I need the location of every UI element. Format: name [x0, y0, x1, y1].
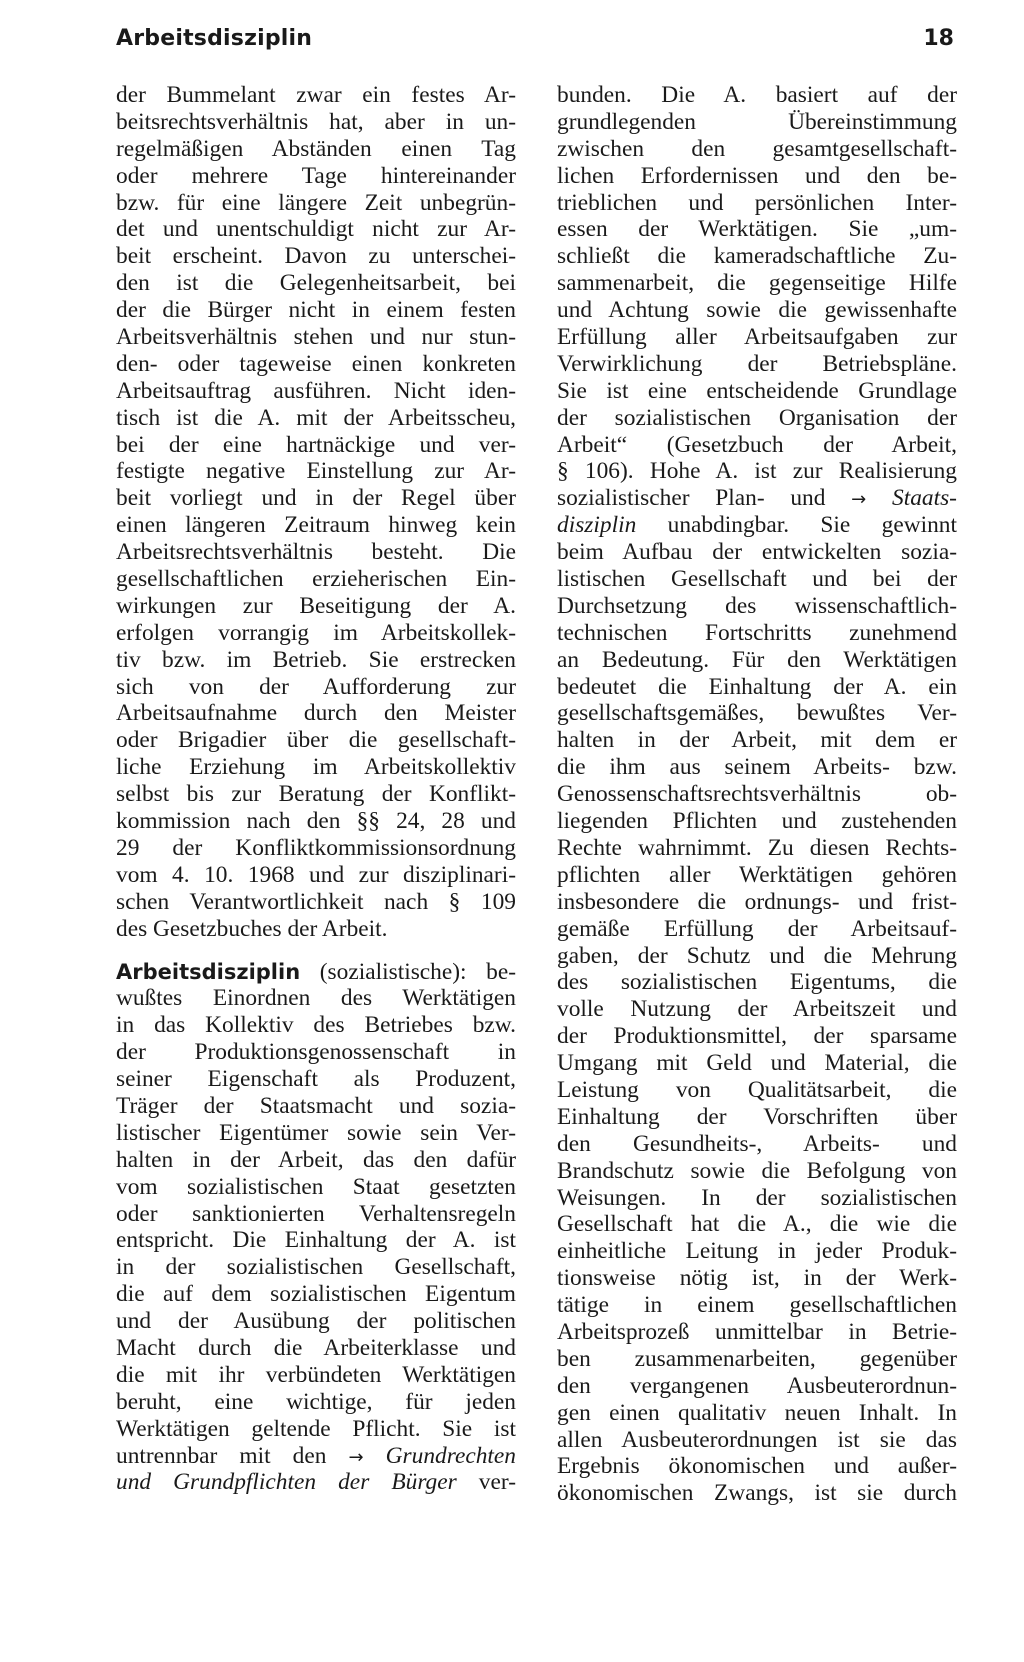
text-line: beit vorliegt und in der Regel über: [116, 485, 516, 512]
text-line: festigte negative Einstellung zur Ar-: [116, 458, 516, 485]
text-line-staatsdisziplin-1: sozialistischer Plan- und → Staats-: [557, 485, 957, 512]
entry-term: Arbeitsdisziplin: [116, 959, 301, 984]
text-line: ökonomischen Zwangs, ist sie durch: [557, 1480, 957, 1507]
text-line: essen der Werktätigen. Sie „um-: [557, 216, 957, 243]
text-line: liche Erziehung im Arbeitskollektiv: [116, 754, 516, 781]
text-line: allen Ausbeuterordnungen ist sie das: [557, 1426, 957, 1453]
text-line: gen einen qualitativ neuen Inhalt. In: [557, 1399, 957, 1426]
text-line: den Gesundheits-, Arbeits- und: [557, 1130, 957, 1157]
text-line: der Produktionsmittel, der sparsame: [557, 1023, 957, 1050]
text-line: der Produktionsgenossenschaft in: [116, 1039, 516, 1066]
text-line: schen Verantwortlichkeit nach § 109: [116, 888, 516, 915]
paragraph-right-a: [557, 82, 957, 485]
text-line: erfolgen vorrangig im Arbeitskollek-: [116, 619, 516, 646]
text-line: bunden. Die A. basiert auf der: [557, 82, 957, 108]
text-line: Einhaltung der Vorschriften über: [557, 1103, 957, 1130]
text-line: Arbeitsauftrag ausführen. Nicht iden-: [116, 377, 516, 404]
text-line: den- oder tageweise einen konkreten: [116, 350, 516, 377]
text-line: tisch ist die A. mit der Arbeitsscheu,: [116, 404, 516, 431]
text-line: des sozialistischen Eigentums, die: [557, 969, 957, 996]
text-line: vom sozialistischen Staat gesetzten: [116, 1173, 516, 1200]
page-header-title: Arbeitsdisziplin: [116, 26, 313, 51]
text-line: den vergangenen Ausbeuterordnun-: [557, 1372, 957, 1399]
text-line: regelmäßigen Abständen einen Tag: [116, 135, 516, 162]
entry-heading-line: [116, 959, 516, 986]
text-line: und Achtung sowie die gewissenhafte: [557, 297, 957, 324]
text-line: des Gesetzbuches der Arbeit.: [116, 915, 388, 942]
cross-reference-arrow-icon: →: [348, 1446, 364, 1468]
text-line: vom 4. 10. 1968 und zur disziplinari-: [116, 861, 516, 888]
text-line: Erfüllung aller Arbeitsaufgaben zur: [557, 324, 957, 351]
text-line-staatsdisziplin-2: disziplin unabdingbar. Sie gewinnt: [557, 512, 957, 539]
cross-reference-arrow-icon: →: [851, 489, 867, 511]
text-line: Leistung von Qualitätsarbeit, die: [557, 1076, 957, 1103]
text-line: tionsweise nötig ist, in der Werk-: [557, 1265, 957, 1292]
text-line: ben zusammenarbeiten, gegenüber: [557, 1345, 957, 1372]
text-line: lichen Erfordernissen und den be-: [557, 162, 957, 189]
left-column: [116, 82, 516, 1496]
text-line: schließt die kameradschaftliche Zu-: [557, 243, 957, 270]
text-line: bedeutet die Einhaltung der A. ein: [557, 673, 957, 700]
text-line: Umgang mit Geld und Material, die: [557, 1050, 957, 1077]
text-line: einheitliche Leitung in jeder Produk-: [557, 1238, 957, 1265]
text-line: pflichten aller Werktätigen gehören: [557, 861, 957, 888]
text-line: 29 der Konfliktkommissionsordnung: [116, 834, 516, 861]
text-line: listischen Gesellschaft und bei der: [557, 566, 957, 593]
text-line: sich von der Aufforderung zur: [116, 673, 516, 700]
text-line: gesellschaftlichen erzieherischen Ein-: [116, 566, 516, 593]
text-line: der sozialistischen Organisation der: [557, 404, 957, 431]
text-line: trieblichen und persönlichen Inter-: [557, 189, 957, 216]
text-line: kommission nach den §§ 24, 28 und: [116, 808, 516, 835]
text-line: zwischen den gesamtgesellschaft-: [557, 135, 957, 162]
entry-qualifier: (sozialistische): be-: [300, 958, 516, 985]
text-line: wußtes Einordnen des Werktätigen: [116, 985, 516, 1012]
text-line: bzw. für eine längere Zeit unbegrün-: [116, 189, 516, 216]
text-line: halten in der Arbeit, mit dem er: [557, 727, 957, 754]
paragraph-bummelant: [116, 82, 516, 943]
cross-reference-grundrechte[interactable]: Grundrechten: [385, 1442, 516, 1469]
right-column: [557, 82, 957, 1507]
text-line: entspricht. Die Einhaltung der A. ist: [116, 1227, 516, 1254]
text-line: Werktätigen geltende Pflicht. Sie ist: [116, 1415, 516, 1442]
text-line: oder sanktionierten Verhaltensregeln: [116, 1200, 516, 1227]
text-line: beit erscheint. Davon zu unterschei-: [116, 243, 516, 270]
text-line: beim Aufbau der entwickelten sozia-: [557, 539, 957, 566]
text-line: listischer Eigentümer sowie sein Ver-: [116, 1119, 516, 1146]
text-line: tiv bzw. im Betrieb. Sie erstrecken: [116, 646, 516, 673]
text-line: Träger der Staatsmacht und sozia-: [116, 1092, 516, 1119]
text-line: Brandschutz sowie die Befolgung von: [557, 1157, 957, 1184]
text-line: den ist die Gelegenheitsarbeit, bei: [116, 270, 516, 297]
text-line: beruht, eine wichtige, für jeden: [116, 1388, 516, 1415]
text-line: insbesondere die ordnungs- und frist-: [557, 888, 957, 915]
text-line: in der sozialistischen Gesellschaft,: [116, 1254, 516, 1281]
text-line: gaben, der Schutz und die Mehrung: [557, 942, 957, 969]
text-line: seiner Eigenschaft als Produzent,: [116, 1066, 516, 1093]
text-line: die ihm aus seinem Arbeits- bzw.: [557, 754, 957, 781]
text-line: sammenarbeit, die gegenseitige Hilfe: [557, 270, 957, 297]
text-line: § 106). Hohe A. ist zur Realisierung: [557, 458, 957, 485]
text-line: der Bummelant zwar ein festes Ar-: [116, 82, 516, 108]
text-line: Arbeitsprozeß unmittelbar in Betrie-: [557, 1318, 957, 1345]
cross-reference-grundpflichten[interactable]: und Grundpflichten der Bürger: [116, 1469, 457, 1496]
text-line: grundlegenden Übereinstimmung: [557, 108, 957, 135]
text-line: Arbeitsaufnahme durch den Meister: [116, 700, 516, 727]
text-line-grundrechte: untrennbar mit den → Grundrechten: [116, 1442, 516, 1469]
text-line: die mit ihr verbündeten Werktätigen: [116, 1361, 516, 1388]
text-line: an Bedeutung. Für den Werktätigen: [557, 646, 957, 673]
text-line: technischen Fortschritts zunehmend: [557, 619, 957, 646]
text-line: in das Kollektiv des Betriebes bzw.: [116, 1012, 516, 1039]
text-line: Gesellschaft hat die A., die wie die: [557, 1211, 957, 1238]
text-line: det und unentschuldigt nicht zur Ar-: [116, 216, 516, 243]
text-line: bei der eine hartnäckige und ver-: [116, 431, 516, 458]
text-line: volle Nutzung der Arbeitszeit und: [557, 996, 957, 1023]
page-number: 18: [923, 26, 954, 51]
text-line: halten in der Arbeit, das den dafür: [116, 1146, 516, 1173]
cross-reference-staatsdisziplin[interactable]: Staats-: [892, 485, 957, 512]
text-line: Genossenschaftsrechtsverhältnis ob-: [557, 781, 957, 808]
text-line: oder Brigadier über die gesellschaft-: [116, 727, 516, 754]
text-line: einen längeren Zeitraum hinweg kein: [116, 512, 516, 539]
text-line: und der Ausübung der politischen: [116, 1308, 516, 1335]
text-line-grundpflichten: und Grundpflichten der Bürger ver-: [116, 1469, 516, 1496]
text-line: Sie ist eine entscheidende Grundlage: [557, 377, 957, 404]
cross-reference-staatsdisziplin-cont[interactable]: disziplin: [557, 512, 637, 539]
text-line: der die Bürger nicht in einem festen: [116, 297, 516, 324]
text-line: Arbeitsverhältnis stehen und nur stun-: [116, 324, 516, 351]
text-line: oder mehrere Tage hintereinander: [116, 162, 516, 189]
text-line: Ergebnis ökonomischen und außer-: [557, 1453, 957, 1480]
text-line: Macht durch die Arbeiterklasse und: [116, 1334, 516, 1361]
text-line: Arbeit“ (Gesetzbuch der Arbeit,: [557, 431, 957, 458]
text-line: die auf dem sozialistischen Eigentum: [116, 1281, 516, 1308]
paragraph-arbeitsdisziplin: [116, 985, 516, 1442]
text-line: Weisungen. In der sozialistischen: [557, 1184, 957, 1211]
text-line: wirkungen zur Beseitigung der A.: [116, 592, 516, 619]
text-line: Durchsetzung des wissenschaftlich-: [557, 592, 957, 619]
text-line: gesellschaftsgemäßes, bewußtes Ver-: [557, 700, 957, 727]
text-line: beitsrechtsverhältnis hat, aber in un-: [116, 108, 516, 135]
text-line: liegenden Pflichten und zustehenden: [557, 808, 957, 835]
text-line: Arbeitsrechtsverhältnis besteht. Die: [116, 539, 516, 566]
paragraph-right-b: [557, 539, 957, 1507]
text-line: Rechte wahrnimmt. Zu diesen Rechts-: [557, 834, 957, 861]
text-line: tätige in einem gesellschaftlichen: [557, 1292, 957, 1319]
text-line: selbst bis zur Beratung der Konflikt-: [116, 781, 516, 808]
text-line: Verwirklichung der Betriebspläne.: [557, 350, 957, 377]
text-line: gemäße Erfüllung der Arbeitsauf-: [557, 915, 957, 942]
